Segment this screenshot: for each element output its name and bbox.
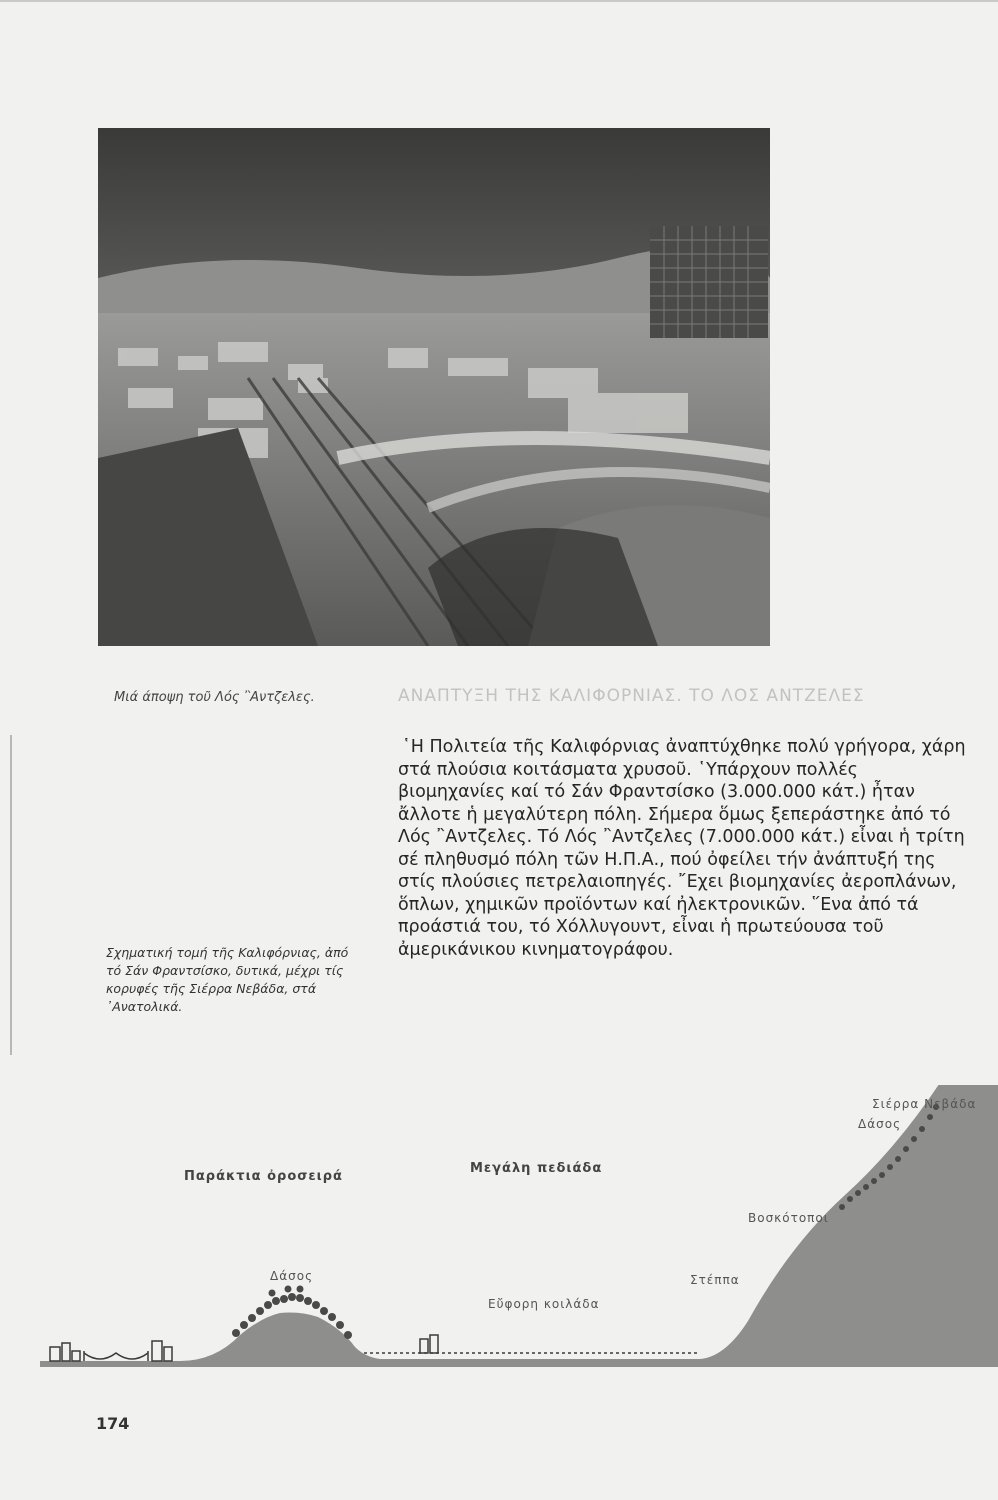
- tower-frame: [650, 226, 768, 338]
- label-steppe: Στέππα: [690, 1273, 740, 1287]
- label-great-plain: Μεγάλη πεδιάδα: [470, 1161, 603, 1176]
- label-coastal-range: Παράκτια ὀροσειρά: [184, 1169, 343, 1184]
- label-forest-west: Δάσος: [270, 1269, 314, 1283]
- bridge-and-city: [50, 1341, 172, 1361]
- page-top-edge: [0, 0, 998, 2]
- cross-section-illustration: [0, 1085, 998, 1385]
- body-text: [398, 736, 970, 961]
- photo-caption: Μιά άποψη τοῦ Λός ῍Αντζελες.: [114, 690, 315, 705]
- valley-crops: [364, 1335, 700, 1353]
- margin-rule: [10, 735, 12, 1055]
- page-number: 174: [96, 1414, 130, 1433]
- label-sierra-nevada: Σιέρρα Νεβάδα: [872, 1097, 977, 1111]
- california-cross-section: [0, 1085, 998, 1385]
- section-title: ΑΝΑΠΤΥΞΗ ΤΗΣ ΚΑΛΙΦΟΡΝΙΑΣ. ΤΟ ΛΟΣ ΑΝΤΖΕΛΕΣ: [398, 686, 865, 706]
- terrain-fill: [40, 1085, 998, 1367]
- los-angeles-photo: [98, 128, 770, 646]
- body-paragraph: ῾Η Πολιτεία τῆς Καλιφόρνιας ἀναπτύχθηκε πολύ γρήγορα, χάρη στά πλούσια κοιτάσματα χρυσοῦ. ῾Υπάρχουν πολλές βιομηχανίες καί τό Σάν Φραντσίσκο (3.000.000 κάτ.) ἦταν ἄλλοτε ἡ μεγαλύτερη πόλη. Σήμερα ὅμως ξεπεράστηκε ἀπό τό Λός ῍Αντζελες. Τό Λός ῍Αντζελες (7.000.000 κάτ.) εἶναι ἡ τρίτη σέ πληθυσμό πόλη τῶν Η.Π.Α., πού ὀφείλει τήν ἀνάπτυξή της στίς πλούσιες πετρελαιοπηγές. ῎Εχει βιομηχανίες ἀεροπλάνων, ὅπλων, χημικῶν προϊόντων καί ἠλεκτρονικῶν. ῞Ενα ἀπό τά προάστιά του, τό Χόλλυγουντ, εἶναι ἡ πρωτεύουσα τοῦ ἀμερικάνικου κινηματογράφου.: [398, 737, 966, 960]
- diagram-caption: Σχηματική τομή τῆς Καλιφόρνιας, ἀπό τό Σάν Φραντσίσκο, δυτικά, μέχρι τίς κορυφές τῆς Σιέρρα Νεβάδα, στά ᾿Ανατολικά.: [106, 945, 349, 1014]
- label-forest-east: Δάσος: [858, 1117, 902, 1131]
- label-pastures: Βοσκότοποι: [748, 1211, 829, 1225]
- city-photo-illustration: [98, 128, 770, 646]
- label-fertile-valley: Εὔφορη κοιλάδα: [488, 1297, 600, 1311]
